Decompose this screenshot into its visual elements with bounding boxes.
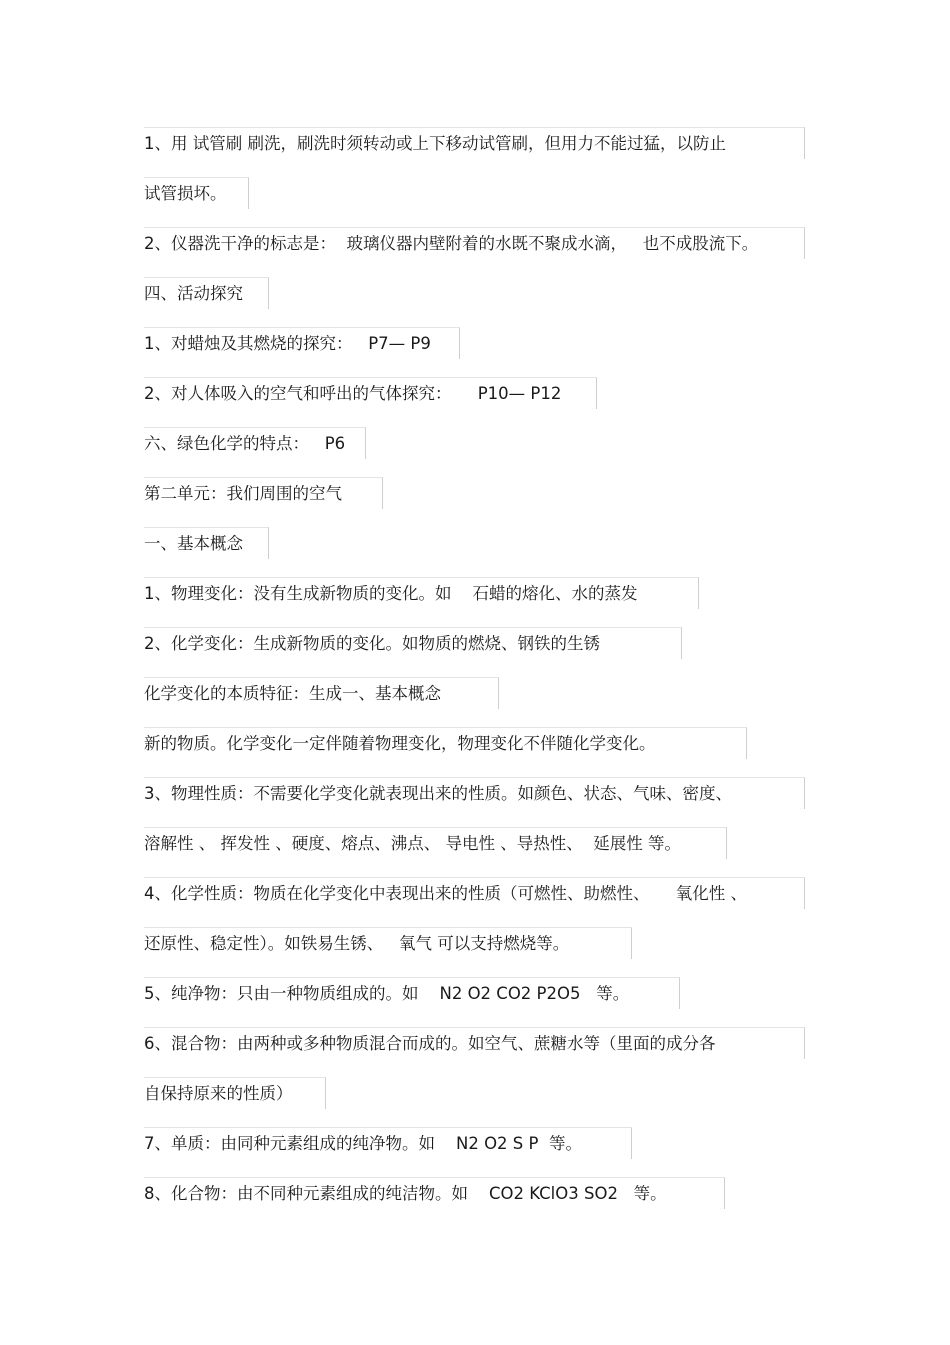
text-line: 7、单质：由同种元素组成的纯净物。如 N2 O2 S P 等。 [144, 1127, 632, 1159]
text-line: 2、仪器洗干净的标志是： 玻璃仪器内壁附着的水既不聚成水滴， 也不成股流下。 [144, 227, 805, 259]
text-line: 试管损坏。 [144, 177, 249, 209]
text-line: 四、活动探究 [144, 277, 269, 309]
text-line: 第二单元：我们周围的空气 [144, 477, 383, 509]
text-line: 4、化学性质：物质在化学变化中表现出来的性质（可燃性、助燃性、 氧化性 、 [144, 877, 805, 909]
text-line: 还原性、稳定性）。如铁易生锈、 氧气 可以支持燃烧等。 [144, 927, 632, 959]
text-line: 一、基本概念 [144, 527, 269, 559]
text-line: 2、对人体吸入的空气和呼出的气体探究： P10— P12 [144, 377, 597, 409]
text-line: 6、混合物：由两种或多种物质混合而成的。如空气、蔗糖水等（里面的成分各 [144, 1027, 805, 1059]
text-line: 3、物理性质：不需要化学变化就表现出来的性质。如颜色、状态、气味、密度、 [144, 777, 805, 809]
text-line: 1、物理变化：没有生成新物质的变化。如 石蜡的熔化、水的蒸发 [144, 577, 699, 609]
text-line: 1、对蜡烛及其燃烧的探究： P7— P9 [144, 327, 460, 359]
text-line: 溶解性 、 挥发性 、硬度、熔点、沸点、 导电性 、导热性、 延展性 等。 [144, 827, 727, 859]
text-line: 8、化合物：由不同种元素组成的纯洁物。如 CO2 KClO3 SO2 等。 [144, 1177, 725, 1209]
text-line: 5、纯净物：只由一种物质组成的。如 N2 O2 CO2 P2O5 等。 [144, 977, 680, 1009]
text-line: 六、绿色化学的特点： P6 [144, 427, 366, 459]
text-line: 自保持原来的性质） [144, 1077, 326, 1109]
text-line: 新的物质。化学变化一定伴随着物理变化，物理变化不伴随化学变化。 [144, 727, 747, 759]
text-line: 1、用 试管刷 刷洗，刷洗时须转动或上下移动试管刷，但用力不能过猛，以防止 [144, 127, 805, 159]
text-line: 化学变化的本质特征：生成一、基本概念 [144, 677, 499, 709]
text-line: 2、化学变化：生成新物质的变化。如物质的燃烧、钢铁的生锈 [144, 627, 682, 659]
